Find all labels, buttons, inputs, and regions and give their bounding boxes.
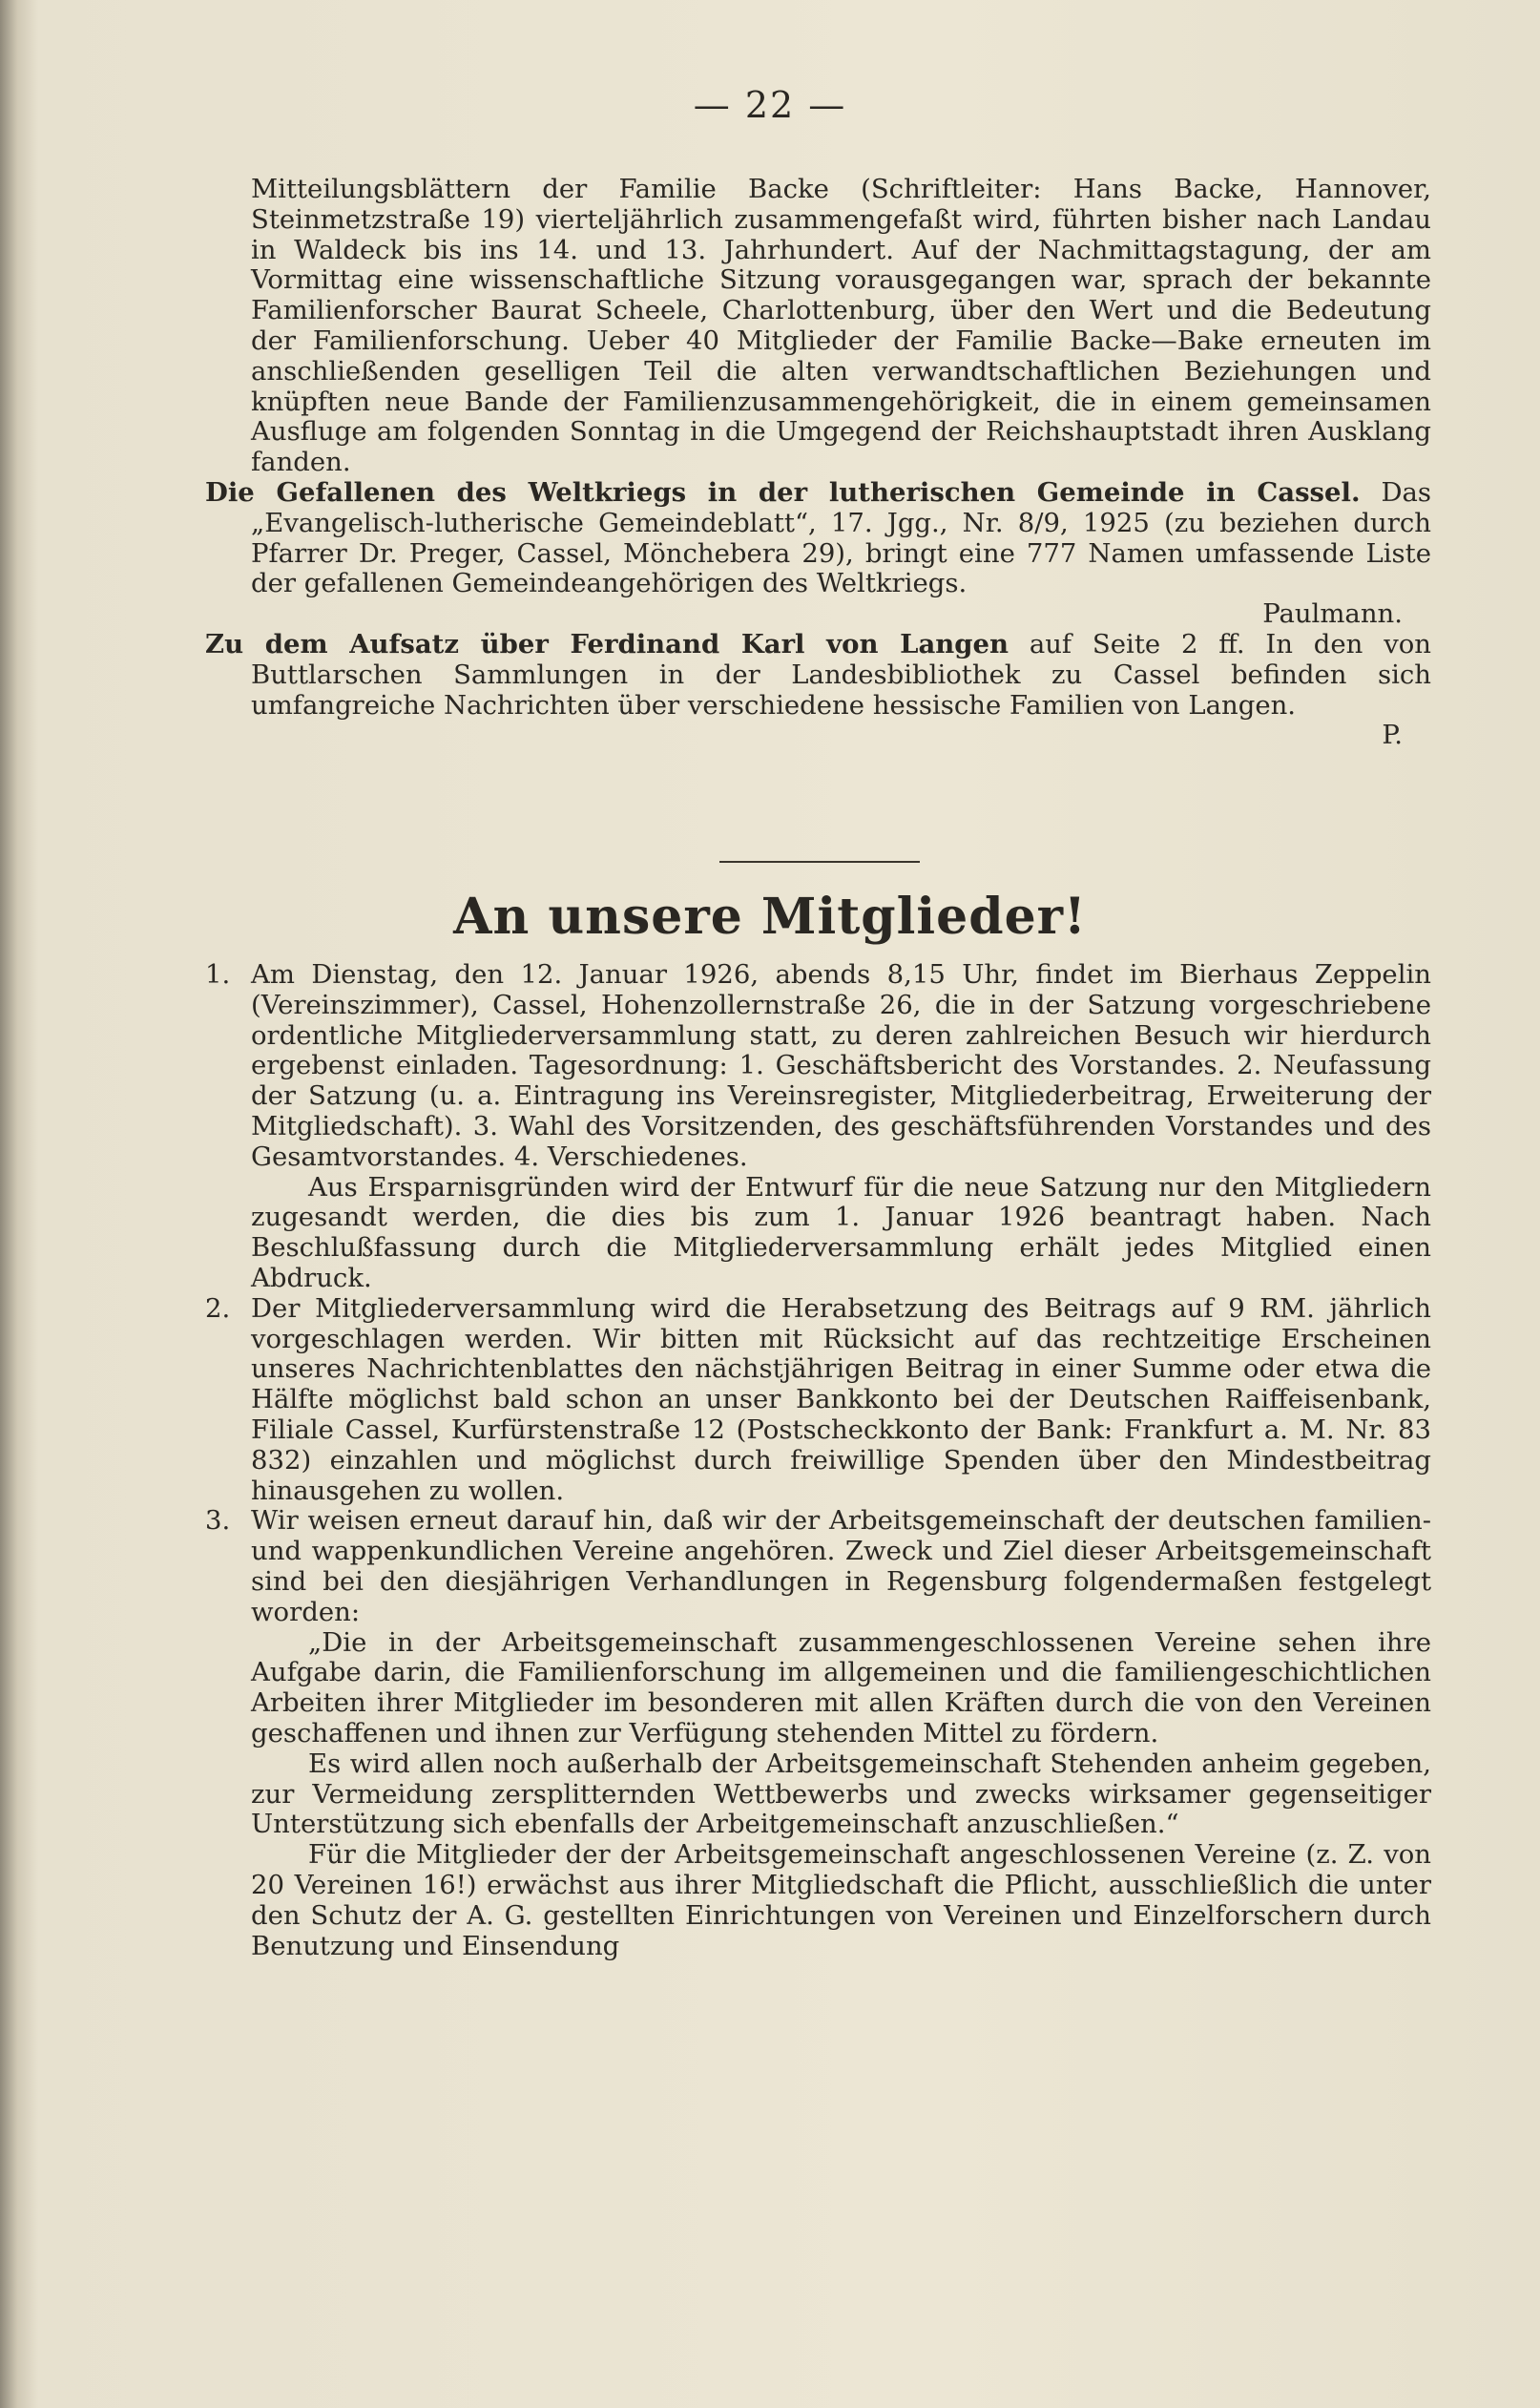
signature-paulmann: Paulmann. [1262, 598, 1403, 630]
list-item-paragraph: Aus Ersparnisgründen wird der Entwurf für die neue Satzung nur den Mitgliedern zugesandt werden, die dies bis zum 1. Januar 1926 beantragt haben. Nach Beschlußfassung durch die Mitgliederversammlung erhält jedes Mitglied einen Abdruck. [251, 1171, 1431, 1293]
section-divider [719, 861, 920, 863]
intro-paragraph: Mitteilungsblättern der Familie Backe (Schriftleiter: Hans Backe, Hannover, Steinmetzstraße 19) vierteljährlich zusammengefaßt wird, führten bisher nach Landau in Waldeck bis ins 14. und 13. Jahrhundert. Auf der Nachmittagstagung, der am Vormittag eine wissenschaftliche Sitzung vorausgegangen war, sprach der bekannte Familienforscher Baurat Scheele, Charlottenburg, über den Wert und die Bedeutung der Familienforschung. Ueber 40 Mitglieder der Familie Backe—Bake erneuten im anschließenden geselligen Teil die alten verwandtschaftlichen Beziehungen und knüpften neue Bande der Familienzusammengehörigkeit, die in einem gemeinsamen Ausfluge am folgenden Sonntag in die Umgegend der Reichshauptstadt ihren Ausklang fanden. [251, 174, 1431, 478]
list-item-number: 3. [205, 1505, 231, 1537]
list-item-number: 2. [205, 1292, 231, 1324]
list-item [205, 1506, 1431, 1961]
list-item-paragraph: Der Mitgliederversammlung wird die Herabsetzung des Beitrags auf 9 RM. jährlich vorgeschlagen werden. Wir bitten mit Rücksicht auf das rechtzeitige Erscheinen unseres Nachrichtenblattes den nächstjährigen Beitrag in einer Summe oder etwa die Hälfte möglichst bald schon an unser Bankkonto bei der Deutschen Raiffeisenbank, Filiale Cassel, Kurfürstenstraße 12 (Postscheckkonto der Bank: Frankfurt a. M. Nr. 83 832) einzahlen und möglichst durch freiwillige Spenden über den Mindestbeitrag hinausgehen zu wollen. [251, 1292, 1431, 1506]
entry-langen [205, 630, 1431, 721]
list-item-number: 1. [205, 959, 231, 990]
quoted-paragraph: Es wird allen noch außerhalb der Arbeitsgemeinschaft Stehenden anheim gegeben, zur Vermeidung zersplitternden Wettbewerbs und zwecks wirksamer gegenseitiger Unterstützung sich ebenfalls der Arbeitgemeinschaft anzuschließen.“ [251, 1748, 1431, 1840]
list-item-paragraph: Für die Mitglieder der der Arbeitsgemeinschaft angeschlossenen Vereine (z. Z. von 20 Vereinen 16!) erwächst aus ihrer Mitgliedschaft die Pflicht, ausschließlich die unter den Schutz der A. G. gestellten Einrichtungen von Vereinen und Einzelforschern durch Benutzung und Einsendung [251, 1839, 1431, 1961]
numbered-list [205, 960, 1431, 1961]
entry-fallen-soldiers [205, 478, 1431, 599]
entry-langen-text: auf Seite 2 ff. In den von Buttlarschen Sammlungen in der Landesbibliothek zu Cassel befinden sich umfangreiche Nachrichten über verschiedene hessische Familien von Langen. [251, 628, 1431, 721]
list-item [205, 1294, 1431, 1507]
entry-fallen-soldiers-title: Die Gefallenen des Weltkriegs in der lutherischen Gemeinde in Cassel. [205, 476, 1361, 508]
page-number: — 22 — [693, 84, 847, 126]
list-item [205, 960, 1431, 1294]
list-item-paragraph: Wir weisen erneut darauf hin, daß wir der Arbeitsgemeinschaft der deutschen familien- und wappenkundlichen Vereine angehören. Zweck und Ziel dieser Arbeitsgemeinschaft sind bei den diesjährigen Verhandlungen in Regensburg folgendermaßen festgelegt worden: [251, 1505, 1431, 1627]
signature-p: P. [1382, 720, 1403, 751]
quoted-paragraph: „Die in der Arbeitsgemeinschaft zusammengeschlossenen Vereine sehen ihre Aufgabe darin, die Familienforschung im allgemeinen und die familiengeschichtlichen Arbeiten ihrer Mitglieder im besonderen mit allen Kräften durch die von den Vereinen geschaffenen und ihnen zur Verfügung stehenden Mittel zu fördern. [251, 1626, 1431, 1748]
section-heading: An unsere Mitglieder! [453, 888, 1087, 946]
entry-langen-title: Zu dem Aufsatz über Ferdinand Karl von Langen [205, 628, 1009, 660]
continued-text-block [205, 175, 1431, 751]
list-item-paragraph: Am Dienstag, den 12. Januar 1926, abends 8,15 Uhr, findet im Bierhaus Zeppelin (Vereinszimmer), Cassel, Hohenzollernstraße 26, die in der Satzung vorgeschriebene ordentliche Mitgliederversammlung statt, zu deren zahlreichen Besuch wir hierdurch ergebenst einladen. Tagesordnung: 1. Geschäftsbericht des Vorstandes. 2. Neufassung der Satzung (u. a. Eintragung ins Vereinsregister, Mitgliederbeitrag, Erweiterung der Mitgliedschaft). 3. Wahl des Vorsitzenden, des geschäftsführenden Vorstandes und des Gesamtvorstandes. 4. Verschiedenes. [251, 959, 1431, 1172]
entry-fallen-soldiers-text: Das „Evangelisch-lutherische Gemeindeblatt“, 17. Jgg., Nr. 8/9, 1925 (zu beziehen durch Pfarrer Dr. Preger, Cassel, Mönchebera 29), bringt eine 777 Namen umfassende Liste der gefallenen Gemeindeangehörigen des Weltkriegs. [251, 476, 1431, 599]
